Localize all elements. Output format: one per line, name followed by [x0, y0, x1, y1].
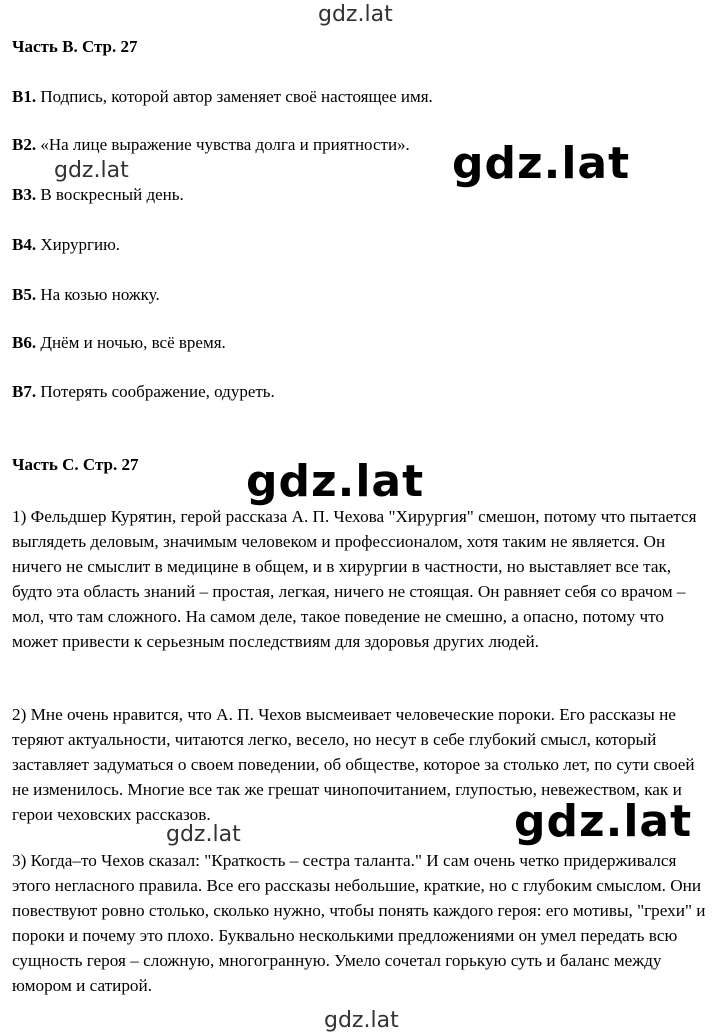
answer-b4: [12, 236, 120, 253]
answer-text: В воскресный день.: [36, 185, 184, 204]
answer-c3: 3) Когда–то Чехов сказал: "Краткость – сестра таланта." И сам очень четко придерживался этого негласного правила. Все его рассказы небольшие, краткие, но с глубоким смыслом. Они повествуют ровно столько, сколько нужно, чтобы понять каждого героя: его мотивы, "грехи" и пороки и почему это плохо. Буквально несколькими предложениями он умел передать всю сущность героя – сложную, многогранную. Умело сочетал горькую суть и баланс между юмором и сатирой.: [12, 851, 706, 995]
answer-label: В4.: [12, 235, 37, 254]
part-b-heading: Часть В. Стр. 27: [12, 37, 138, 56]
answer-label: В7.: [12, 382, 37, 401]
watermark-part-c-big: gdz.lat: [246, 456, 425, 507]
watermark-top: gdz.lat: [318, 2, 393, 27]
part-c-heading: Часть С. Стр. 27: [12, 455, 139, 474]
answer-b6: [12, 334, 226, 351]
answer-label: В3.: [12, 185, 37, 204]
answer-label: В6.: [12, 333, 37, 352]
answer-text: Днём и ночью, всё время.: [36, 333, 226, 352]
answer-text: «На лице выражение чувства долга и приятности».: [36, 135, 410, 154]
answer-b1: [12, 88, 433, 105]
answer-c2: 2) Мне очень нравится, что А. П. Чехов высмеивает человеческие пороки. Его рассказы не теряют актуальности, читаются легко, весело, но несут в себе глубокий смысл, который заставляет задуматься о своем поведении, об обществе, которое за столько лет, по сути своей не изменилось. Многие все так же грешат чинопочитанием, глупостью, невежеством, как и герои чеховских рассказов.: [12, 705, 695, 824]
watermark-p2-big: gdz.lat: [514, 796, 693, 847]
watermark-p2-small: gdz.lat: [166, 822, 241, 847]
answer-text: На козью ножку.: [36, 285, 160, 304]
watermark-bottom: gdz.lat: [324, 1008, 399, 1033]
answer-text: Подпись, которой автор заменяет своё настоящее имя.: [36, 87, 433, 106]
watermark-b2-small: gdz.lat: [54, 158, 129, 183]
answer-label: В2.: [12, 135, 37, 154]
watermark-b2-big: gdz.lat: [452, 138, 631, 189]
answer-label: В5.: [12, 285, 37, 304]
answer-b5: [12, 286, 160, 303]
answer-text: Потерять соображение, одуреть.: [36, 382, 275, 401]
answer-b3: [12, 186, 184, 203]
answer-c1: 1) Фельдшер Курятин, герой рассказа А. П. Чехова "Хирургия" смешон, потому что пытается выглядеть деловым, значимым человеком и профессионалом, хотя таким не является. Он ничего не смыслит в медицине в общем, и в хирургии в частности, но выставляет все так, будто эта область знаний – простая, легкая, ничего не стоящая. Он равняет себя со врачом – мол, что там сложного. На самом деле, такое поведение не смешно, а опасно, потому что может привести к серьезным последствиям для здоровья других людей.: [12, 507, 697, 651]
answer-b2: [12, 136, 410, 153]
answer-b7: [12, 383, 275, 400]
answer-text: Хирургию.: [36, 235, 121, 254]
answer-label: В1.: [12, 87, 37, 106]
